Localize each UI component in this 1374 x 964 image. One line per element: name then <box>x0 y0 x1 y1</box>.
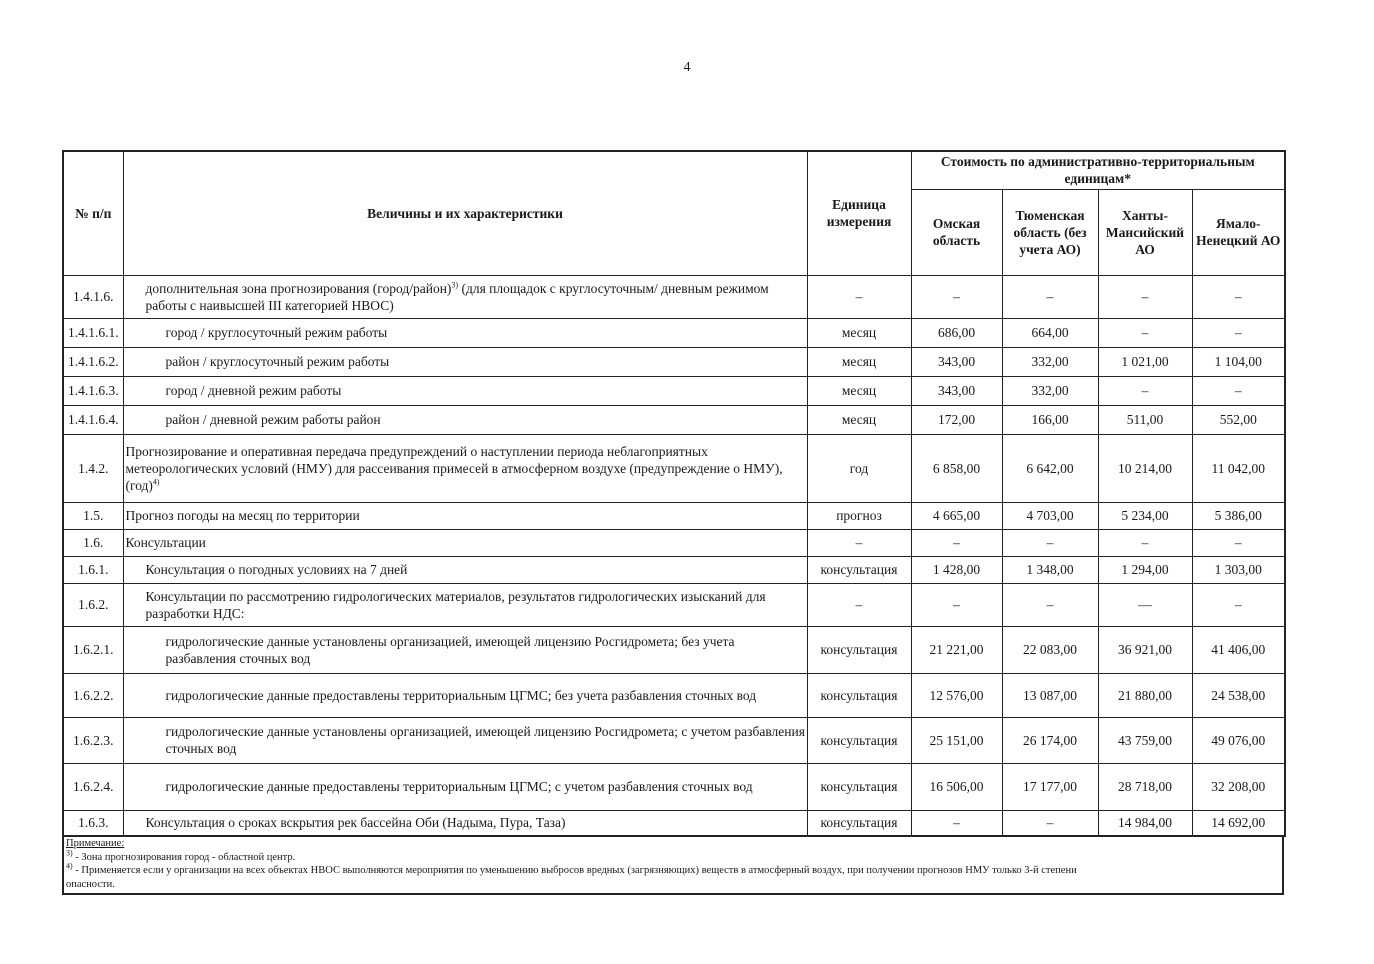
row-value-omsk: 12 576,00 <box>911 673 1002 717</box>
row-value-yanao: – <box>1192 529 1285 556</box>
table-row <box>63 376 1285 405</box>
row-num: 1.6.3. <box>63 810 123 836</box>
table-row <box>63 347 1285 376</box>
row-value-khmao: 10 214,00 <box>1098 434 1192 502</box>
row-num: 1.6. <box>63 529 123 556</box>
note-3: $^{3)}$ - Зона прогнозирования город - областной центр. <box>66 848 296 863</box>
row-description: город / круглосуточный режим работы <box>123 318 807 347</box>
note-4-continued: опасности. <box>66 878 115 890</box>
header-cost-group: Стоимость по административно-территориальным единицам* <box>911 151 1285 189</box>
row-value-yanao: – <box>1192 376 1285 405</box>
row-num: 1.6.2. <box>63 583 123 626</box>
note-4: $^{4)}$ - Применяется если у организации на всех объектах НВОС выполняются мероприятия по уменьшению выбросов вредных (загрязняющих) веществ в атмосферный воздух, при получении прогнозов НМУ только 3-й степени <box>66 861 1077 876</box>
row-value-tyumen: 22 083,00 <box>1002 626 1098 673</box>
row-value-khmao: 36 921,00 <box>1098 626 1192 673</box>
row-value-omsk: 16 506,00 <box>911 763 1002 810</box>
row-value-tyumen: – <box>1002 583 1098 626</box>
row-num: 1.4.1.6.4. <box>63 405 123 434</box>
row-num: 1.4.2. <box>63 434 123 502</box>
row-value-khmao: 511,00 <box>1098 405 1192 434</box>
row-value-tyumen: 26 174,00 <box>1002 717 1098 763</box>
row-description: район / круглосуточный режим работы <box>123 347 807 376</box>
header-unit: Единица измерения <box>807 151 911 275</box>
table-row <box>63 434 1285 502</box>
row-value-yanao: 24 538,00 <box>1192 673 1285 717</box>
row-unit: месяц <box>807 318 911 347</box>
row-description: район / дневной режим работы район <box>123 405 807 434</box>
row-num: 1.5. <box>63 502 123 529</box>
row-value-tyumen: 1 348,00 <box>1002 556 1098 583</box>
header-num: № п/п <box>63 151 123 275</box>
row-description: Консультация о погодных условиях на 7 дней <box>123 556 807 583</box>
row-value-tyumen: – <box>1002 275 1098 318</box>
row-value-yanao: 552,00 <box>1192 405 1285 434</box>
row-description: Консультации <box>123 529 807 556</box>
row-description: дополнительная зона прогнозирования (город/район)$^{3)}$ (для площадок с круглосуточным/ дневным режимом работы с наивысшей III категорией НВОС) <box>123 275 807 318</box>
table-row <box>63 673 1285 717</box>
row-unit: месяц <box>807 376 911 405</box>
row-value-khmao: 5 234,00 <box>1098 502 1192 529</box>
row-num: 1.4.1.6.3. <box>63 376 123 405</box>
notes-title: Примечание: <box>66 838 125 849</box>
row-num: 1.6.2.3. <box>63 717 123 763</box>
row-num: 1.4.1.6. <box>63 275 123 318</box>
table-notes <box>62 836 1284 895</box>
row-value-yanao: 32 208,00 <box>1192 763 1285 810</box>
row-description: гидрологические данные установлены организацией, имеющей лицензию Росгидромета; без учета разбавления сточных вод <box>123 626 807 673</box>
row-num: 1.6.2.1. <box>63 626 123 673</box>
header-region-omsk: Омская область <box>911 189 1002 275</box>
row-value-omsk: 4 665,00 <box>911 502 1002 529</box>
table-row <box>63 405 1285 434</box>
row-value-tyumen: 17 177,00 <box>1002 763 1098 810</box>
row-value-omsk: 25 151,00 <box>911 717 1002 763</box>
row-value-tyumen: – <box>1002 529 1098 556</box>
row-description: гидрологические данные предоставлены территориальным ЦГМС; без учета разбавления сточных вод <box>123 673 807 717</box>
row-value-yanao: 1 104,00 <box>1192 347 1285 376</box>
row-value-omsk: – <box>911 529 1002 556</box>
row-value-omsk: 172,00 <box>911 405 1002 434</box>
row-value-omsk: 343,00 <box>911 347 1002 376</box>
row-value-omsk: 343,00 <box>911 376 1002 405</box>
row-value-tyumen: 13 087,00 <box>1002 673 1098 717</box>
table-row <box>63 275 1285 318</box>
row-value-tyumen: 166,00 <box>1002 405 1098 434</box>
row-value-omsk: 1 428,00 <box>911 556 1002 583</box>
row-value-tyumen: – <box>1002 810 1098 836</box>
row-value-omsk: – <box>911 275 1002 318</box>
row-value-tyumen: 4 703,00 <box>1002 502 1098 529</box>
row-value-yanao: 11 042,00 <box>1192 434 1285 502</box>
row-value-yanao: 41 406,00 <box>1192 626 1285 673</box>
row-value-omsk: 6 858,00 <box>911 434 1002 502</box>
row-unit: консультация <box>807 717 911 763</box>
row-value-khmao: 1 294,00 <box>1098 556 1192 583</box>
row-num: 1.4.1.6.1. <box>63 318 123 347</box>
row-value-omsk: 686,00 <box>911 318 1002 347</box>
row-unit: консультация <box>807 810 911 836</box>
row-value-yanao: 5 386,00 <box>1192 502 1285 529</box>
row-value-tyumen: 332,00 <box>1002 347 1098 376</box>
tariff-table-wrapper <box>62 150 1284 895</box>
row-description: Прогноз погоды на месяц по территории <box>123 502 807 529</box>
table-row <box>63 583 1285 626</box>
row-value-omsk: 21 221,00 <box>911 626 1002 673</box>
row-value-tyumen: 664,00 <box>1002 318 1098 347</box>
row-description: город / дневной режим работы <box>123 376 807 405</box>
table-row <box>63 717 1285 763</box>
header-name: Величины и их характеристики <box>123 151 807 275</box>
row-value-yanao: 14 692,00 <box>1192 810 1285 836</box>
table-row <box>63 529 1285 556</box>
row-unit: прогноз <box>807 502 911 529</box>
row-num: 1.6.2.4. <box>63 763 123 810</box>
row-value-khmao: 43 759,00 <box>1098 717 1192 763</box>
header-region-yanao: Ямало-Ненецкий АО <box>1192 189 1285 275</box>
row-num: 1.4.1.6.2. <box>63 347 123 376</box>
table-row <box>63 318 1285 347</box>
row-value-khmao: 21 880,00 <box>1098 673 1192 717</box>
row-unit: консультация <box>807 556 911 583</box>
row-unit: месяц <box>807 405 911 434</box>
row-value-tyumen: 332,00 <box>1002 376 1098 405</box>
row-value-yanao: – <box>1192 583 1285 626</box>
row-value-khmao: – <box>1098 275 1192 318</box>
row-value-khmao: 14 984,00 <box>1098 810 1192 836</box>
row-value-khmao: 28 718,00 <box>1098 763 1192 810</box>
row-unit: – <box>807 583 911 626</box>
row-value-yanao: – <box>1192 318 1285 347</box>
table-row <box>63 626 1285 673</box>
header-region-khmao: Ханты-Мансийский АО <box>1098 189 1192 275</box>
row-value-khmao: 1 021,00 <box>1098 347 1192 376</box>
row-num: 1.6.2.2. <box>63 673 123 717</box>
row-value-khmao: – <box>1098 529 1192 556</box>
tariff-table <box>62 150 1286 837</box>
row-description: гидрологические данные предоставлены территориальным ЦГМС; с учетом разбавления сточных вод <box>123 763 807 810</box>
table-row <box>63 502 1285 529</box>
row-value-omsk: – <box>911 810 1002 836</box>
row-unit: – <box>807 529 911 556</box>
table-row <box>63 810 1285 836</box>
row-value-khmao: — <box>1098 583 1192 626</box>
row-unit: – <box>807 275 911 318</box>
row-value-yanao: – <box>1192 275 1285 318</box>
row-num: 1.6.1. <box>63 556 123 583</box>
row-unit: консультация <box>807 763 911 810</box>
row-value-yanao: 1 303,00 <box>1192 556 1285 583</box>
row-unit: консультация <box>807 626 911 673</box>
row-value-khmao: – <box>1098 376 1192 405</box>
row-unit: консультация <box>807 673 911 717</box>
row-unit: месяц <box>807 347 911 376</box>
table-row <box>63 556 1285 583</box>
row-value-yanao: 49 076,00 <box>1192 717 1285 763</box>
row-value-omsk: – <box>911 583 1002 626</box>
row-unit: год <box>807 434 911 502</box>
table-row <box>63 763 1285 810</box>
row-value-khmao: – <box>1098 318 1192 347</box>
header-region-tyumen: Тюменская область (без учета АО) <box>1002 189 1098 275</box>
row-description: Консультация о сроках вскрытия рек бассейна Оби (Надыма, Пура, Таза) <box>123 810 807 836</box>
page-number: 4 <box>683 60 691 75</box>
row-description: Консультации по рассмотрению гидрологических материалов, результатов гидрологических изысканий для разработки НДС: <box>123 583 807 626</box>
row-value-tyumen: 6 642,00 <box>1002 434 1098 502</box>
row-description: Прогнозирование и оперативная передача предупреждений о наступлении периода неблагоприятных метеорологических условий (НМУ) для рассеивания примесей в атмосферном воздухе (предупреждение о НМУ), (год)$^{4)}$ <box>123 434 807 502</box>
row-description: гидрологические данные установлены организацией, имеющей лицензию Росгидромета; с учетом разбавления сточных вод <box>123 717 807 763</box>
